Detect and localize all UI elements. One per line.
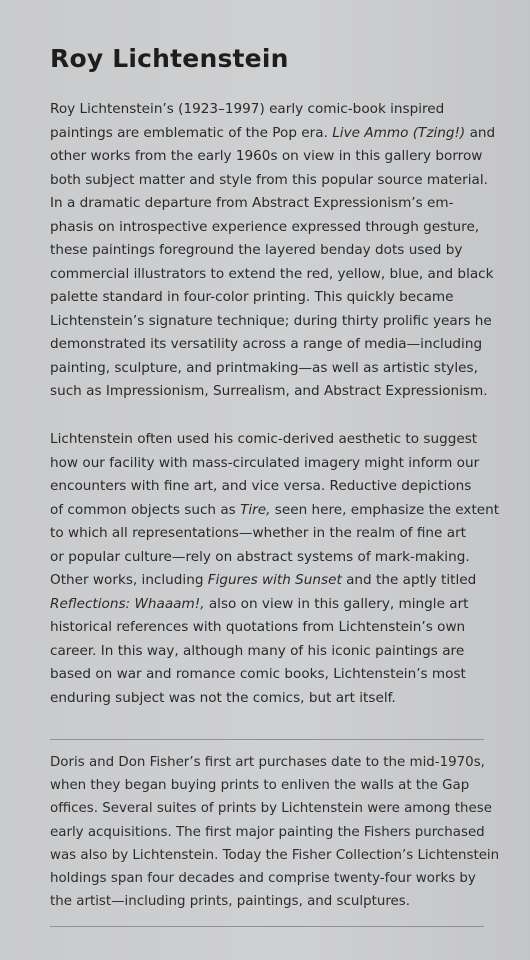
text-line: how our facility with mass-circulated imagery might inform our [50, 454, 480, 471]
artwork-title: Figures with Sunset [207, 572, 342, 588]
text-line: encounters with fine art, and vice versa. Reductive depictions [50, 478, 472, 494]
text-line: commercial illustrators to extend the red, yellow, blue, and black [50, 265, 494, 282]
text-line: holdings span four decades and comprise twenty-four works by [50, 871, 476, 887]
text-line: the artist—including prints, paintings, and sculptures. [50, 894, 410, 910]
text-line: early acquisitions. The first major painting the Fishers purchased [50, 824, 485, 840]
page-title: Roy Lichtenstein [50, 44, 289, 73]
text-line: other works from the early 1960s on view in this gallery borrow [50, 148, 483, 164]
text-line: of common objects such as Tire, seen here, emphasize the extent [50, 501, 500, 518]
text-line: palette standard in four-color printing. This quickly became [50, 289, 454, 305]
divider-bottom [50, 926, 484, 927]
text-line: In a dramatic departure from Abstract Expressionism’s em- [50, 195, 454, 211]
artwork-title: Live Ammo (Tzing!) [332, 124, 466, 141]
text-line: Other works, including Figures with Sunset and the aptly titled [50, 572, 477, 588]
text-line: to which all representations—whether in the realm of fine art [50, 525, 466, 541]
text-line: enduring subject was not the comics, but art itself. [50, 689, 396, 706]
body-paragraph [50, 428, 500, 710]
text-line: or popular culture—rely on abstract systems of mark-making. [50, 548, 470, 565]
text-line: Reflections: Whaaam!, also on view in this gallery, mingle art [50, 595, 469, 612]
artwork-title: Tire, [240, 501, 271, 518]
text-line: such as Impressionism, Surrealism, and Abstract Expressionism. [50, 383, 488, 399]
text-line: historical references with quotations from Lichtenstein’s own [50, 619, 466, 635]
fisher-collection-note [50, 751, 500, 913]
text-line: offices. Several suites of prints by Lichtenstein were among these [50, 801, 492, 817]
text-line: based on war and romance comic books, Lichtenstein’s most [50, 666, 466, 682]
text-line: both subject matter and style from this popular source material. [50, 171, 488, 188]
text-line: these paintings foreground the layered benday dots used by [50, 242, 463, 258]
artwork-title: Reflections: Whaaam!, [50, 595, 205, 612]
text-line: painting, sculpture, and printmaking—as well as artistic styles, [50, 359, 478, 376]
text-line: when they began buying prints to enliven the walls at the Gap [50, 778, 470, 794]
text-line: paintings are emblematic of the Pop era. Live Ammo (Tzing!) and [50, 124, 496, 141]
text-line: phasis on introspective experience expressed through gesture, [50, 218, 480, 235]
text-line: demonstrated its versatility across a range of media—including [50, 336, 483, 352]
text-line: career. In this way, although many of his iconic paintings are [50, 642, 465, 659]
text-line: Lichtenstein often used his comic-derived aesthetic to suggest [50, 431, 478, 447]
text-line: was also by Lichtenstein. Today the Fisher Collection’s Lichtenstein [50, 847, 500, 863]
text-line: Roy Lichtenstein’s (1923–1997) early comic-book inspired [50, 101, 445, 117]
text-line: Doris and Don Fisher’s first art purchases date to the mid-1970s, [50, 755, 485, 770]
intro-paragraph [50, 98, 496, 404]
text-line: Lichtenstein’s signature technique; during thirty prolific years he [50, 312, 492, 329]
divider-top [50, 739, 484, 740]
